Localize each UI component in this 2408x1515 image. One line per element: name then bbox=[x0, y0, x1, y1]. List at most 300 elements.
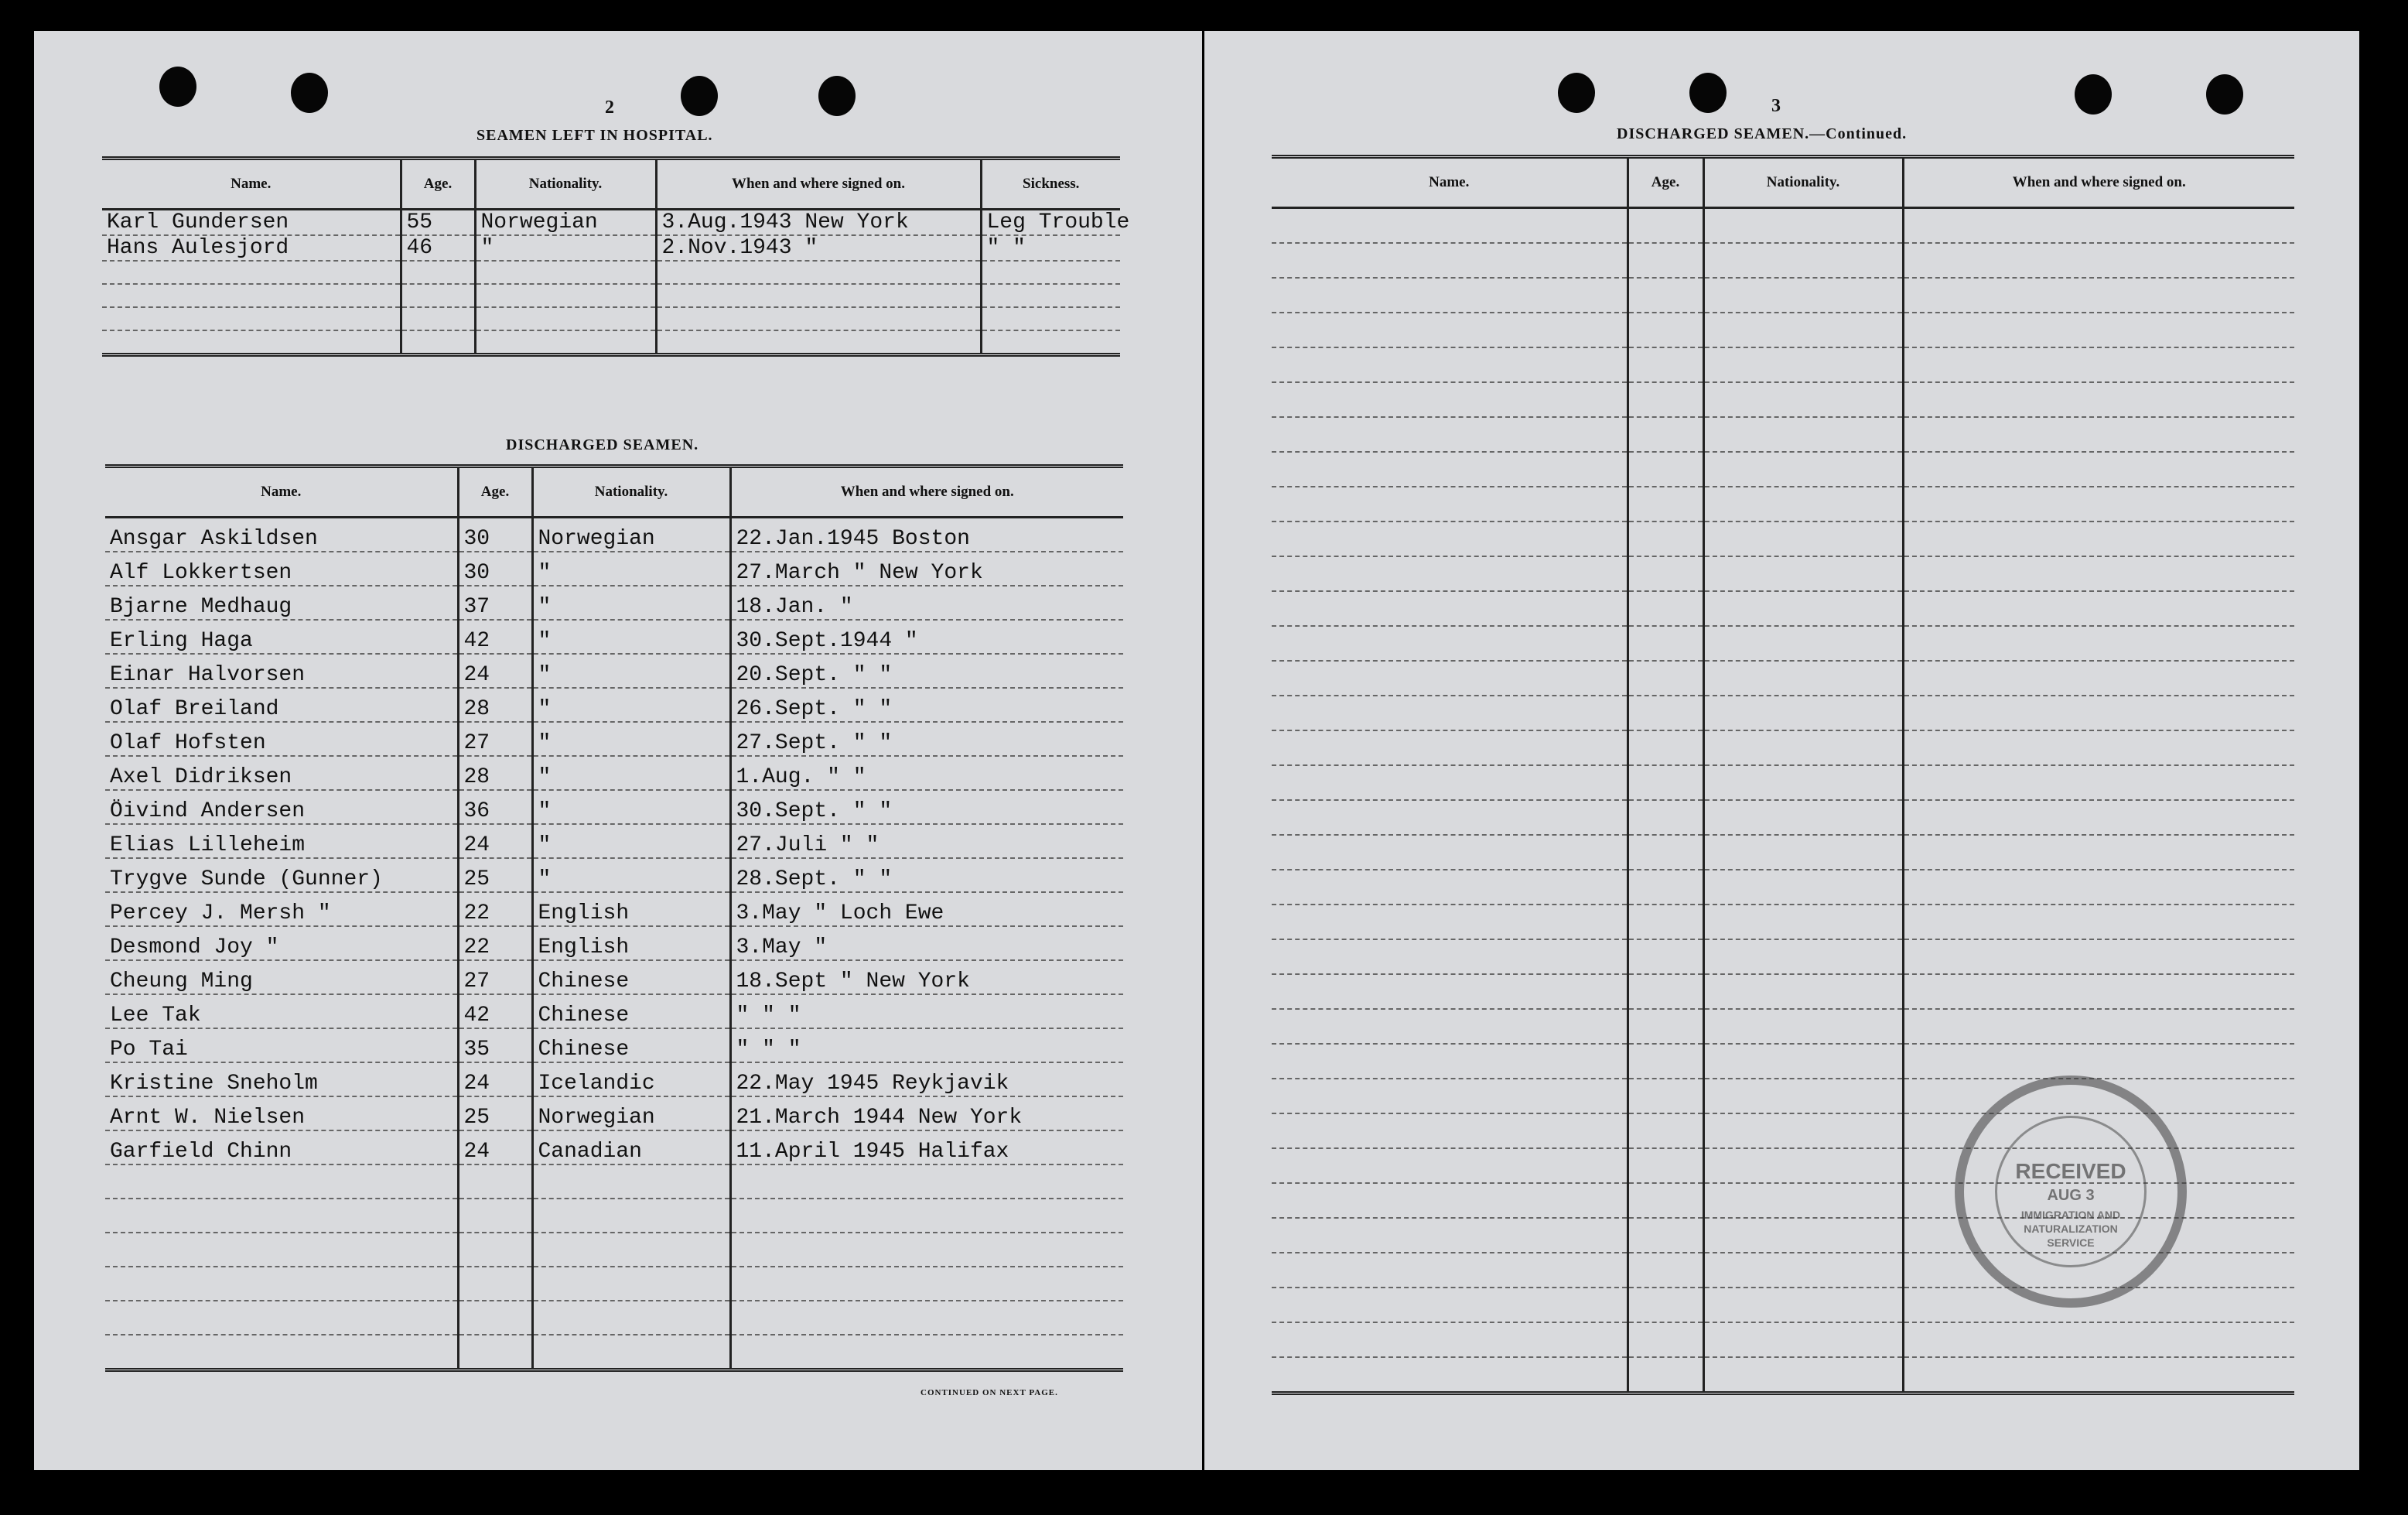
continued-section-title: DISCHARGED SEAMEN.—Continued. bbox=[1617, 125, 1908, 142]
table-cell: Leg Trouble bbox=[981, 210, 1120, 236]
table-row bbox=[105, 1301, 1123, 1335]
table-cell bbox=[102, 330, 401, 355]
table-cell bbox=[1272, 974, 1628, 1009]
table-cell: Elias Lilleheim bbox=[105, 824, 458, 858]
table-cell: 1.Aug. " " bbox=[730, 756, 1123, 790]
table-row bbox=[105, 722, 1123, 756]
column-header: Name. bbox=[102, 159, 401, 210]
table-cell: 25 bbox=[458, 858, 532, 892]
table-row bbox=[105, 1199, 1123, 1233]
table-cell bbox=[1272, 1183, 1628, 1218]
table-row bbox=[1272, 487, 2294, 522]
table-row bbox=[105, 552, 1123, 586]
continued-note: CONTINUED ON NEXT PAGE. bbox=[921, 1388, 1058, 1397]
table-cell: " bbox=[532, 552, 730, 586]
table-row bbox=[1272, 452, 2294, 487]
table-cell bbox=[1272, 800, 1628, 835]
table-row bbox=[105, 620, 1123, 654]
table-cell: 24 bbox=[458, 654, 532, 688]
table-row bbox=[1272, 1009, 2294, 1044]
table-cell: Chinese bbox=[532, 1028, 730, 1062]
table-cell bbox=[401, 330, 475, 355]
table-cell bbox=[475, 330, 656, 355]
table-cell: " bbox=[532, 722, 730, 756]
table-cell bbox=[656, 284, 981, 307]
table-cell bbox=[1703, 870, 1903, 905]
table-cell bbox=[1903, 591, 2294, 626]
table-cell bbox=[1703, 1148, 1903, 1183]
table-cell bbox=[105, 1164, 458, 1199]
table-cell: 24 bbox=[458, 1062, 532, 1096]
column-header: Nationality. bbox=[532, 467, 730, 518]
table-cell: 24 bbox=[458, 1130, 532, 1164]
table-cell bbox=[1703, 939, 1903, 974]
table-row bbox=[1272, 835, 2294, 870]
table-row bbox=[1272, 591, 2294, 626]
table-cell: Olaf Breiland bbox=[105, 688, 458, 722]
table-cell bbox=[1628, 1322, 1703, 1357]
table-cell bbox=[1272, 417, 1628, 452]
table-row bbox=[102, 330, 1120, 355]
table-cell bbox=[1628, 278, 1703, 313]
table-cell bbox=[1272, 939, 1628, 974]
table-cell bbox=[1903, 835, 2294, 870]
table-cell bbox=[1903, 974, 2294, 1009]
table-cell bbox=[532, 1267, 730, 1301]
table-cell bbox=[1703, 347, 1903, 382]
table-cell bbox=[1628, 765, 1703, 800]
table-cell: Alf Lokkertsen bbox=[105, 552, 458, 586]
table-cell bbox=[1272, 626, 1628, 661]
table-cell bbox=[1272, 522, 1628, 556]
table-cell: Axel Didriksen bbox=[105, 756, 458, 790]
table-cell bbox=[1703, 1079, 1903, 1113]
stamp-line: SERVICE bbox=[2047, 1236, 2095, 1249]
table-cell bbox=[1628, 208, 1703, 244]
table-cell bbox=[1628, 974, 1703, 1009]
table-cell bbox=[102, 261, 401, 284]
table-cell bbox=[1703, 1218, 1903, 1253]
table-cell bbox=[1272, 1009, 1628, 1044]
table-cell: 22.May 1945 Reykjavik bbox=[730, 1062, 1123, 1096]
table-cell: Bjarne Medhaug bbox=[105, 586, 458, 620]
received-stamp bbox=[1955, 1076, 2187, 1308]
table-cell bbox=[1703, 1009, 1903, 1044]
table-cell bbox=[1703, 1253, 1903, 1288]
table-cell bbox=[1903, 556, 2294, 591]
table-cell bbox=[1703, 626, 1903, 661]
column-header: Nationality. bbox=[475, 159, 656, 210]
table-cell bbox=[1703, 382, 1903, 417]
table-row bbox=[1272, 626, 2294, 661]
table-row bbox=[105, 654, 1123, 688]
table-row bbox=[1272, 382, 2294, 417]
table-row bbox=[105, 790, 1123, 824]
table-cell bbox=[1903, 522, 2294, 556]
table-cell: 25 bbox=[458, 1096, 532, 1130]
table-cell: 30.Sept.1944 " bbox=[730, 620, 1123, 654]
table-cell bbox=[102, 284, 401, 307]
table-cell bbox=[532, 1233, 730, 1267]
table-cell bbox=[458, 1199, 532, 1233]
column-header: Sickness. bbox=[981, 159, 1120, 210]
table-cell bbox=[1703, 417, 1903, 452]
stamp-line: IMMIGRATION AND bbox=[2020, 1209, 2121, 1221]
table-cell bbox=[1903, 661, 2294, 696]
table-cell bbox=[1903, 208, 2294, 244]
table-row bbox=[1272, 1288, 2294, 1322]
table-cell bbox=[1903, 626, 2294, 661]
column-header: When and where signed on. bbox=[730, 467, 1123, 518]
table-cell: Kristine Sneholm bbox=[105, 1062, 458, 1096]
table-cell bbox=[1903, 696, 2294, 730]
column-header: When and where signed on. bbox=[1903, 157, 2294, 208]
table-cell: Ansgar Askildsen bbox=[105, 518, 458, 552]
table-cell: Arnt W. Nielsen bbox=[105, 1096, 458, 1130]
table-cell bbox=[1903, 800, 2294, 835]
table-cell bbox=[981, 330, 1120, 355]
table-cell: " bbox=[532, 654, 730, 688]
table-cell bbox=[1272, 765, 1628, 800]
table-row bbox=[1272, 696, 2294, 730]
table-cell: 28 bbox=[458, 688, 532, 722]
table-cell bbox=[1703, 278, 1903, 313]
table-cell bbox=[1272, 347, 1628, 382]
table-cell bbox=[1628, 1357, 1703, 1394]
discharged-table bbox=[105, 464, 1123, 1372]
table-cell: " bbox=[532, 586, 730, 620]
table-cell bbox=[1703, 452, 1903, 487]
table-row bbox=[105, 1028, 1123, 1062]
table-cell: " bbox=[532, 620, 730, 654]
table-cell bbox=[1272, 1218, 1628, 1253]
table-cell: " bbox=[532, 824, 730, 858]
table-cell bbox=[1903, 870, 2294, 905]
table-row bbox=[1272, 243, 2294, 278]
table-cell bbox=[1703, 208, 1903, 244]
table-cell bbox=[532, 1199, 730, 1233]
table-cell: 3.May " Loch Ewe bbox=[730, 892, 1123, 926]
table-cell bbox=[1628, 939, 1703, 974]
table-cell: Öivind Andersen bbox=[105, 790, 458, 824]
table-cell: Garfield Chinn bbox=[105, 1130, 458, 1164]
table-cell bbox=[1628, 487, 1703, 522]
table-cell: 3.Aug.1943 New York bbox=[656, 210, 981, 236]
table-cell bbox=[475, 307, 656, 330]
table-cell bbox=[475, 261, 656, 284]
table-cell: English bbox=[532, 926, 730, 960]
table-row bbox=[1272, 1357, 2294, 1394]
table-cell: Chinese bbox=[532, 994, 730, 1028]
table-row bbox=[105, 1096, 1123, 1130]
table-cell bbox=[458, 1301, 532, 1335]
table-cell: Po Tai bbox=[105, 1028, 458, 1062]
table-cell bbox=[1628, 626, 1703, 661]
table-cell bbox=[1903, 1009, 2294, 1044]
table-cell bbox=[458, 1164, 532, 1199]
table-row bbox=[1272, 1322, 2294, 1357]
table-cell bbox=[1703, 1113, 1903, 1148]
table-cell: Lee Tak bbox=[105, 994, 458, 1028]
punch-hole bbox=[681, 76, 718, 116]
table-cell: 27.March " New York bbox=[730, 552, 1123, 586]
table-row bbox=[102, 235, 1120, 261]
table-cell bbox=[458, 1233, 532, 1267]
table-cell: Cheung Ming bbox=[105, 960, 458, 994]
table-cell bbox=[1703, 800, 1903, 835]
table-cell bbox=[730, 1301, 1123, 1335]
table-cell: 30 bbox=[458, 552, 532, 586]
table-row bbox=[105, 518, 1123, 552]
table-cell: " " " bbox=[730, 1028, 1123, 1062]
table-row bbox=[1272, 905, 2294, 939]
table-cell: 18.Sept " New York bbox=[730, 960, 1123, 994]
table-cell: 27.Sept. " " bbox=[730, 722, 1123, 756]
page-number-right: 3 bbox=[1771, 96, 1781, 116]
table-row bbox=[1272, 522, 2294, 556]
table-cell: " bbox=[475, 235, 656, 261]
table-cell bbox=[1703, 974, 1903, 1009]
table-cell bbox=[1903, 905, 2294, 939]
table-cell bbox=[1272, 452, 1628, 487]
table-cell bbox=[730, 1267, 1123, 1301]
table-cell bbox=[1903, 417, 2294, 452]
table-cell bbox=[1628, 1079, 1703, 1113]
table-cell bbox=[1628, 730, 1703, 765]
table-cell: Norwegian bbox=[532, 1096, 730, 1130]
table-cell bbox=[1628, 835, 1703, 870]
table-cell bbox=[981, 284, 1120, 307]
table-cell bbox=[1272, 556, 1628, 591]
table-cell bbox=[1703, 313, 1903, 347]
punch-hole bbox=[1689, 73, 1727, 113]
table-cell bbox=[1903, 382, 2294, 417]
table-row bbox=[105, 892, 1123, 926]
table-cell bbox=[981, 307, 1120, 330]
table-row bbox=[1272, 313, 2294, 347]
table-cell bbox=[1903, 243, 2294, 278]
table-cell bbox=[1272, 382, 1628, 417]
punch-hole bbox=[159, 67, 196, 107]
table-cell: Norwegian bbox=[475, 210, 656, 236]
table-cell bbox=[1272, 278, 1628, 313]
table-row bbox=[1272, 730, 2294, 765]
table-cell bbox=[1628, 1253, 1703, 1288]
table-cell: 46 bbox=[401, 235, 475, 261]
table-row bbox=[1272, 347, 2294, 382]
table-cell bbox=[1272, 1148, 1628, 1183]
table-cell: English bbox=[532, 892, 730, 926]
punch-hole bbox=[291, 73, 328, 113]
table-cell: 37 bbox=[458, 586, 532, 620]
table-cell bbox=[1628, 347, 1703, 382]
table-row bbox=[1272, 1044, 2294, 1079]
table-row bbox=[105, 1164, 1123, 1199]
table-cell bbox=[1703, 765, 1903, 800]
table-row bbox=[1272, 974, 2294, 1009]
table-cell bbox=[1272, 1044, 1628, 1079]
table-cell bbox=[1903, 1322, 2294, 1357]
table-cell: Einar Halvorsen bbox=[105, 654, 458, 688]
table-cell bbox=[1272, 870, 1628, 905]
discharged-section-title: DISCHARGED SEAMEN. bbox=[506, 436, 699, 453]
table-cell bbox=[105, 1267, 458, 1301]
table-cell bbox=[1628, 870, 1703, 905]
table-row bbox=[105, 688, 1123, 722]
table-row bbox=[105, 1062, 1123, 1096]
column-header: Nationality. bbox=[1703, 157, 1903, 208]
table-cell bbox=[1703, 835, 1903, 870]
table-cell bbox=[105, 1199, 458, 1233]
table-row bbox=[1272, 870, 2294, 905]
table-cell: 42 bbox=[458, 620, 532, 654]
table-row bbox=[1272, 765, 2294, 800]
table-cell bbox=[1903, 347, 2294, 382]
table-cell bbox=[1703, 487, 1903, 522]
table-cell bbox=[1703, 1322, 1903, 1357]
table-cell bbox=[1628, 417, 1703, 452]
table-cell bbox=[401, 284, 475, 307]
table-cell bbox=[730, 1233, 1123, 1267]
table-row bbox=[105, 926, 1123, 960]
table-cell: " bbox=[532, 790, 730, 824]
table-row bbox=[105, 1233, 1123, 1267]
table-row bbox=[102, 261, 1120, 284]
table-cell bbox=[1628, 452, 1703, 487]
table-cell bbox=[1903, 939, 2294, 974]
table-cell: 42 bbox=[458, 994, 532, 1028]
table-row bbox=[105, 1130, 1123, 1164]
table-cell bbox=[1903, 730, 2294, 765]
stamp-line: AUG 3 bbox=[2047, 1187, 2095, 1204]
table-cell bbox=[1628, 382, 1703, 417]
table-cell bbox=[1272, 1322, 1628, 1357]
table-cell bbox=[1903, 1357, 2294, 1394]
table-cell bbox=[730, 1199, 1123, 1233]
table-cell: 27.Juli " " bbox=[730, 824, 1123, 858]
column-header: Age. bbox=[1628, 157, 1703, 208]
table-row bbox=[102, 210, 1120, 236]
table-cell: 20.Sept. " " bbox=[730, 654, 1123, 688]
table-cell: 22 bbox=[458, 926, 532, 960]
table-cell: 2.Nov.1943 " bbox=[656, 235, 981, 261]
table-cell: 55 bbox=[401, 210, 475, 236]
table-cell: 22 bbox=[458, 892, 532, 926]
table-cell bbox=[1272, 696, 1628, 730]
table-cell bbox=[1272, 208, 1628, 244]
table-row bbox=[105, 858, 1123, 892]
table-cell: " bbox=[532, 756, 730, 790]
table-cell bbox=[1628, 1218, 1703, 1253]
table-cell bbox=[1703, 905, 1903, 939]
stamp-line: NATURALIZATION bbox=[2024, 1223, 2118, 1235]
column-header: Name. bbox=[1272, 157, 1628, 208]
table-cell bbox=[1272, 835, 1628, 870]
table-cell bbox=[102, 307, 401, 330]
table-cell: Percey J. Mersh " bbox=[105, 892, 458, 926]
table-cell bbox=[1628, 1183, 1703, 1218]
table-cell bbox=[1703, 591, 1903, 626]
punch-hole bbox=[818, 76, 856, 116]
table-cell bbox=[105, 1233, 458, 1267]
table-cell: 27 bbox=[458, 960, 532, 994]
table-cell bbox=[656, 330, 981, 355]
table-cell: 26.Sept. " " bbox=[730, 688, 1123, 722]
table-cell bbox=[1628, 905, 1703, 939]
table-row bbox=[105, 586, 1123, 620]
table-cell: " bbox=[532, 858, 730, 892]
table-cell bbox=[1628, 243, 1703, 278]
table-cell: 3.May " bbox=[730, 926, 1123, 960]
table-cell: 36 bbox=[458, 790, 532, 824]
table-row bbox=[105, 1267, 1123, 1301]
table-cell bbox=[1272, 1113, 1628, 1148]
table-cell bbox=[475, 284, 656, 307]
table-cell: Icelandic bbox=[532, 1062, 730, 1096]
table-cell: " " " bbox=[730, 994, 1123, 1028]
table-cell bbox=[1903, 765, 2294, 800]
table-row bbox=[102, 284, 1120, 307]
table-cell bbox=[532, 1335, 730, 1370]
punch-hole bbox=[2075, 74, 2112, 115]
table-row bbox=[105, 824, 1123, 858]
table-cell bbox=[1628, 522, 1703, 556]
table-cell bbox=[1703, 1288, 1903, 1322]
table-cell bbox=[656, 261, 981, 284]
table-row bbox=[105, 756, 1123, 790]
table-cell bbox=[1703, 243, 1903, 278]
table-cell bbox=[1628, 696, 1703, 730]
table-cell bbox=[1903, 278, 2294, 313]
table-cell: Olaf Hofsten bbox=[105, 722, 458, 756]
table-cell bbox=[458, 1267, 532, 1301]
stamp-line: RECEIVED bbox=[2015, 1159, 2126, 1183]
punch-hole bbox=[2206, 74, 2243, 115]
column-header: Age. bbox=[401, 159, 475, 210]
table-cell bbox=[1628, 1044, 1703, 1079]
table-cell bbox=[1703, 1357, 1903, 1394]
column-header: When and where signed on. bbox=[656, 159, 981, 210]
table-cell bbox=[1703, 730, 1903, 765]
table-cell bbox=[1628, 1009, 1703, 1044]
table-cell: Trygve Sunde (Gunner) bbox=[105, 858, 458, 892]
table-cell bbox=[1703, 556, 1903, 591]
table-cell bbox=[981, 261, 1120, 284]
table-cell: 18.Jan. " bbox=[730, 586, 1123, 620]
table-cell: 11.April 1945 Halifax bbox=[730, 1130, 1123, 1164]
hospital-table bbox=[102, 156, 1130, 357]
table-cell bbox=[1628, 800, 1703, 835]
table-cell: 22.Jan.1945 Boston bbox=[730, 518, 1123, 552]
table-cell bbox=[532, 1301, 730, 1335]
table-cell bbox=[1272, 905, 1628, 939]
table-cell: " bbox=[532, 688, 730, 722]
table-cell bbox=[1272, 730, 1628, 765]
table-cell bbox=[730, 1164, 1123, 1199]
table-cell: 30.Sept. " " bbox=[730, 790, 1123, 824]
table-cell bbox=[1272, 1288, 1628, 1322]
table-cell: Karl Gundersen bbox=[102, 210, 401, 236]
table-cell bbox=[1272, 591, 1628, 626]
table-cell: " " bbox=[981, 235, 1120, 261]
table-cell bbox=[1628, 1288, 1703, 1322]
table-cell bbox=[1272, 313, 1628, 347]
table-cell: 35 bbox=[458, 1028, 532, 1062]
table-row bbox=[1272, 417, 2294, 452]
table-cell bbox=[1272, 1079, 1628, 1113]
table-cell bbox=[1272, 243, 1628, 278]
table-cell bbox=[1272, 1253, 1628, 1288]
